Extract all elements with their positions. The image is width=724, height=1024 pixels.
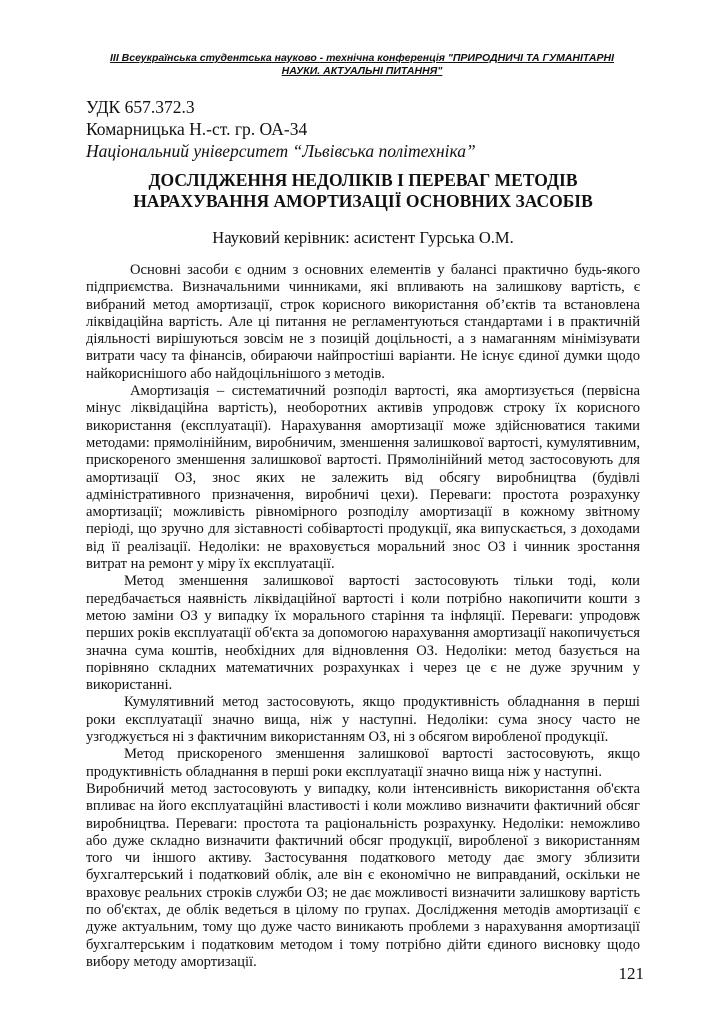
paragraph: Метод зменшення залишкової вартості застосовують тільки тоді, коли передбачається наявність ліквідаційної вартості і коли потрібно накопичити кошти з метою заміни ОЗ у випадку їх морального старіння та інфляції. Переваги: упродовж перших років експлуатації об'єкта за допомогою нарахування амортизації накопичується значна сума коштів, необхідних для відновлення ОЗ. Недоліки: метод базується на порівняно складних математичних розрахунках і через це є не дуже зручним у використанні. [86,573,640,694]
conference-header: III Всеукраїнська студентська науково - технічна конференція "ПРИРОДНИЧІ ТА ГУМАНІТАРНІ НАУКИ. АКТУАЛЬНІ ПИТАННЯ" [109,52,615,77]
udc-code: УДК 657.372.3 [86,97,195,117]
university-name: Національний університет “Львівська політехніка” [86,141,476,161]
article-meta [86,96,646,162]
supervisor-line: Науковий керівник: асистент Гурська О.М. [212,228,514,247]
page-number: 121 [618,964,644,983]
paragraph: Кумулятивний метод застосовують, якщо продуктивність обладнання в перші роки експлуатації значно вища, ніж у наступні. Недоліки: сума зносу часто не узгоджується ні з фактичним використанням ОЗ, ні з обсягом виробленої продукції. [86,694,640,746]
paragraph: Амортизація – систематичний розподіл вартості, яка амортизується (первісна мінус ліквідаційна вартість), необоротних активів упродовж строку їх корисного використання (експлуатації). Нарахування амортизації може здійснюватися такими методами: прямолінійним, виробничим, зменшення залишкової вартості, кумулятивним, прискореного зменшення залишкової вартості. Прямолінійний метод застосовують для амортизації ОЗ, знос яких не залежить від обсягу виробництва (будівлі адміністративного призначення, виробничі цехи). Переваги: простота розрахунку амортизації; можливість рівномірного розподілу амортизації в кожному звітному періоді, що зручно для зіставності собівартості продукції, яка випускається, з доходами від її реалізації. Недоліки: не враховується моральний знос ОЗ і чинник зростання витрат на ремонт у міру їх експлуатації. [86,383,640,573]
article-body [86,262,640,971]
paragraph: Виробничий метод застосовують у випадку, коли інтенсивність використання об'єкта впливає на його експлуатаційні властивості і коли можливо визначити фактичний обсяг виробництва. Переваги: простота та раціональність розрахунку. Недоліки: неможливо або дуже складно визначити фактичний обсяг продукції, виробленої з використанням того чи іншого активу. Застосування податкового методу дає змогу зблизити бухгалтерський і податковий облік, але він є економічно не виправданий, оскільки не враховує реальних строків служби ОЗ; не дає можливості визначити залишкову вартість по об'єктах, де облік ведеться в цілому по групах. Дослідження методів амортизації є дуже актуальним, тому що дуже часто виникають проблеми з нарахування амортизації бухгалтерським і податковим методом і тому потрібно дійти єдиного висновку щодо вибору методу амортизації. [86,780,640,970]
paragraph: Основні засоби є одним з основних елементів у балансі практично будь-якого підприємства. Визначальними чинниками, які впливають на залишкову вартість, є вибраний метод амортизації, строк корисного використання об’єктів та встановлена ліквідаційна вартість. Але ці питання не регламентуються стандартами і в практичній діяльності вирішуються зовсім не з позицій доцільності, а з намаганням мінімізувати витрати часу та фінансів, обираючи найпростіші варіанти. Не існує єдиної думки щодо найкориснішого або найдоцільнішого з методів. [86,262,640,382]
author-line: Комарницька Н.-ст. гр. ОА-34 [86,119,308,139]
paragraph: Метод прискореного зменшення залишкової вартості застосовують, якщо продуктивність обладнання в перші роки експлуатації значно вища ніж у наступні. [86,746,640,780]
article-title: ДОСЛІДЖЕННЯ НЕДОЛІКІВ І ПЕРЕВАГ МЕТОДІВ НАРАХУВАННЯ АМОРТИЗАЦІЇ ОСНОВНИХ ЗАСОБІВ [133,170,593,211]
